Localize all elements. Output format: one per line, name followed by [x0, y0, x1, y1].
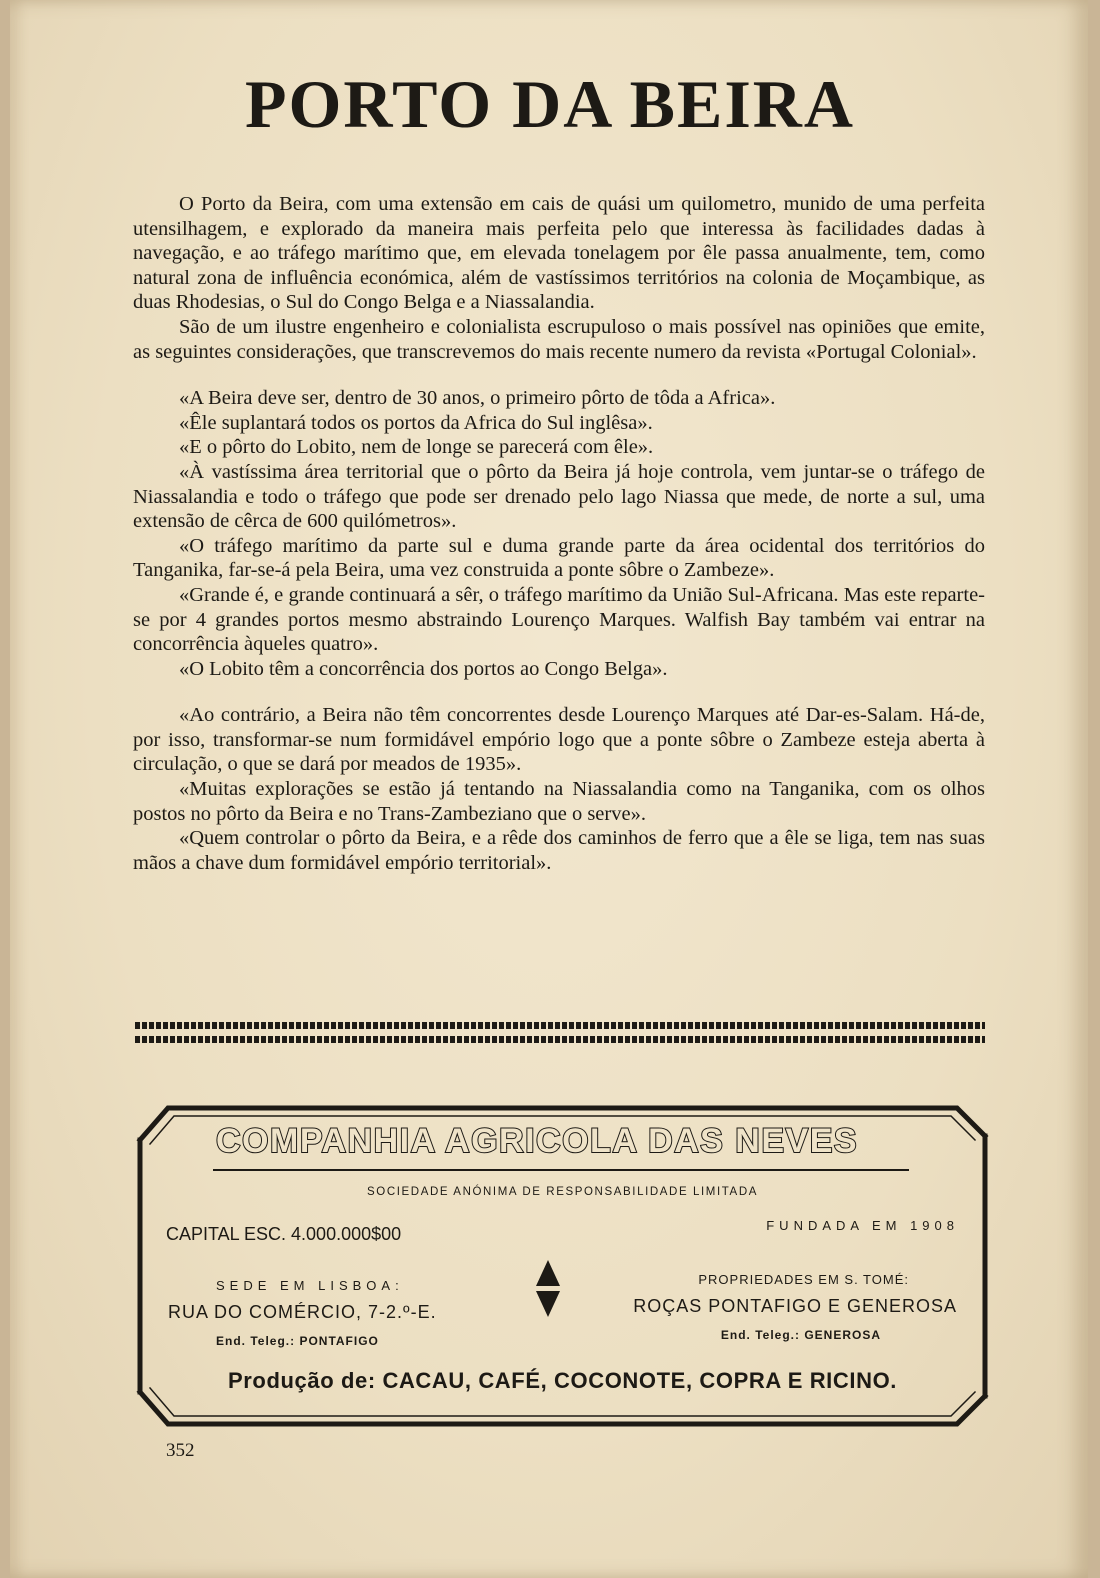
- quote-paragraph: «Êle suplantará todos os portos da Africa do Sul inglêsa».: [179, 411, 653, 434]
- diamond-ornament-icon: [536, 1260, 560, 1317]
- dotted-rule: [135, 1022, 985, 1029]
- properties-label: PROPRIEDADES EM S. TOMÉ:: [698, 1272, 909, 1287]
- quote-paragraph: «Muitas explorações se estão já tentando na Niassalandia como na Tanganika, com os olhos postos no pôrto da Beira e no Trans-Zambeziano que o serve».: [133, 778, 985, 825]
- sede-address: RUA DO COMÉRCIO, 7-2.º-E.: [168, 1302, 437, 1322]
- paragraph: São de um ilustre engenheiro e colonialista escrupuloso o mais possível nas opiniões que emite, as seguintes considerações, que transcrevemos do mais recente numero da revista «Portugal Colonial».: [133, 315, 985, 363]
- quote-paragraph: «O Lobito têm a concorrência dos portos ao Congo Belga».: [179, 657, 668, 680]
- company-subtitle: SOCIEDADE ANÓNIMA DE RESPONSABILIDADE LIMITADA: [367, 1186, 758, 1198]
- capital-text: CAPITAL ESC. 4.000.000$00: [166, 1224, 402, 1244]
- properties-names: ROÇAS PONTAFIGO E GENEROSA: [633, 1296, 957, 1316]
- founded-text: FUNDADA EM 1908: [766, 1218, 959, 1233]
- properties-telegraph: End. Teleg.: GENEROSA: [720, 1328, 881, 1342]
- dotted-rule: [135, 1036, 985, 1043]
- quote-paragraph: «E o pôrto do Lobito, nem de longe se parecerá com êle».: [179, 436, 654, 459]
- article-body: [133, 192, 985, 875]
- quote-paragraph: «O tráfego marítimo da parte sul e duma grande parte da área ocidental dos territórios do Tanganika, far-se-á pela Beira, uma vez construida a ponte sôbre o Zambeze».: [133, 534, 985, 582]
- company-name: COMPANHIA AGRICOLA DAS NEVES: [216, 1122, 859, 1160]
- separator-rules: [135, 1022, 985, 1050]
- quote-paragraph: «Grande é, e grande continuará a sêr, o tráfego marítimo da União Sul-Africana. Mas este reparte-se por 4 grandes portos mesmo abstraindo Lourenço Marques. Walfish Bay também vai entrar na concorrência àqueles quatro».: [133, 583, 985, 656]
- advertisement: [136, 1100, 989, 1432]
- article-title: PORTO DA BEIRA: [244, 66, 856, 142]
- quote-paragraph: «Ao contrário, a Beira não têm concorrentes desde Lourenço Marques até Dar-es-Salam. Há-de, por isso, transformar-se num formidável empório logo que a ponte sôbre o Zambeze esteja aberta à circulação, o que se dará por meados de 1935».: [133, 704, 985, 776]
- quote-paragraph: «Quem controlar o pôrto da Beira, e a rêde dos caminhos de ferro que a êle se liga, tem nas suas mãos a chave dum formidável empório territorial».: [133, 827, 985, 874]
- quote-paragraph: «A Beira deve ser, dentro de 30 anos, o primeiro pôrto de tôda a Africa».: [179, 387, 776, 410]
- page-number: 352: [166, 1440, 195, 1461]
- sede-label: SEDE EM LISBOA:: [216, 1278, 404, 1293]
- paragraph: O Porto da Beira, com uma extensão em cais de quási um quilometro, munido de uma perfeita utensilhagem, e explorado da maneira mais perfeita pelo que interessa às facilidades dadas à navegação, e ao tráfego marítimo que, em elevada tonelagem por êle passa anualmente, tem, como natural zona de influência económica, além de vastíssimos territórios na colonia de Moçambique, as duas Rhodesias, o Sul do Congo Belga e a Niassalandia.: [133, 193, 985, 314]
- production-line: Produção de: CACAU, CAFÉ, COCONOTE, COPRA E RICINO.: [227, 1368, 898, 1393]
- sede-telegraph: End. Teleg.: PONTAFIGO: [216, 1334, 379, 1348]
- quote-paragraph: «À vastíssima área territorial que o pôrto da Beira já hoje controla, vem juntar-se o tráfego de Niassalandia e todo o tráfego que pode ser drenado pelo lago Niassa que mede, de norte a sul, uma extensão de cêrca de 600 quilómetros».: [133, 460, 985, 533]
